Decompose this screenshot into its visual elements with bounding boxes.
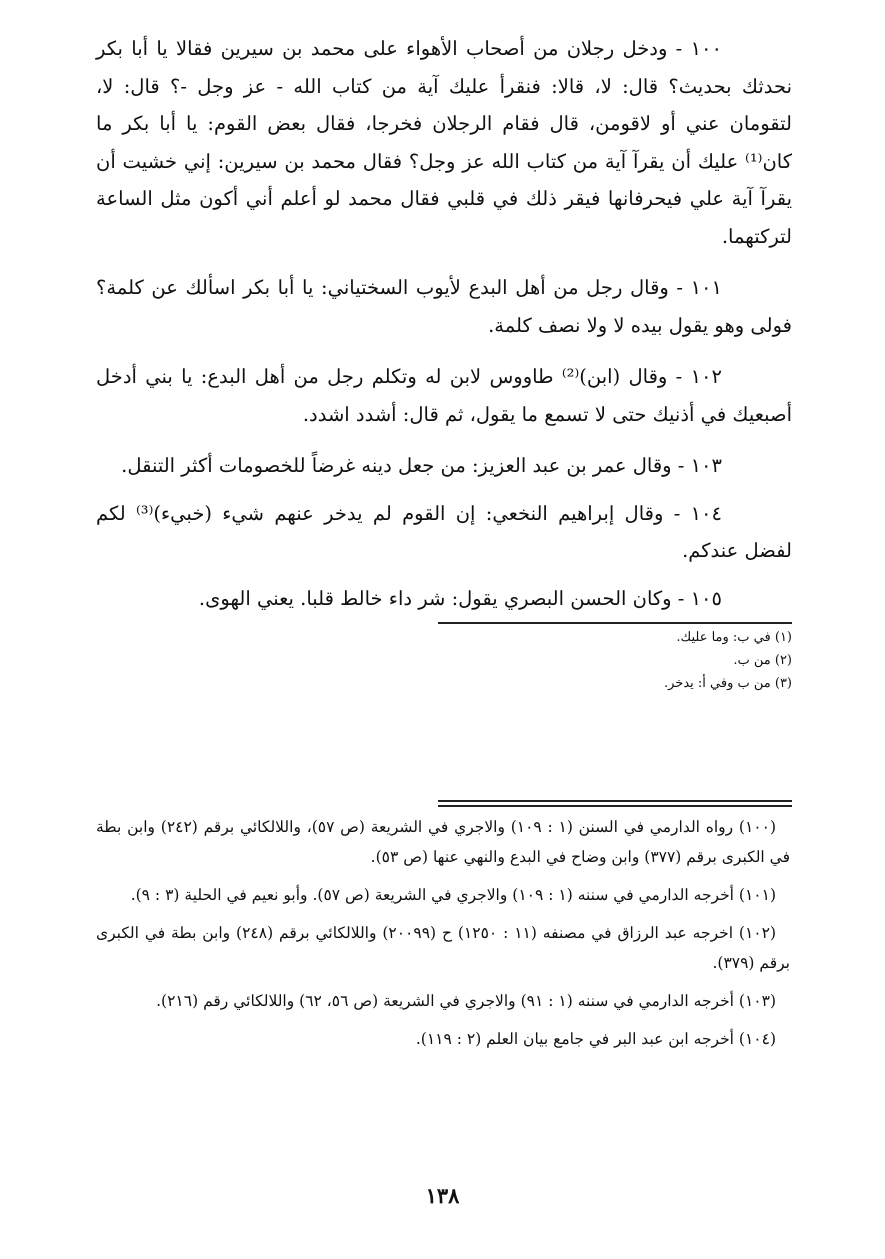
- reference-104: (١٠٤) أخرجه ابن عبد البر في جامع بيان العلم (٢ : ١١٩).: [415, 1030, 776, 1048]
- footnote-1: (١) في ب: وما عليك.: [676, 630, 792, 645]
- references: [96, 812, 790, 1062]
- paragraph-105: ١٠٥ - وكان الحسن البصري يقول: شر داء خالط قلبا. يعني الهوى.: [198, 586, 722, 610]
- footnote-3: (٣) من ب وفي أ: يدخر.: [664, 676, 792, 691]
- paragraph-101: ١٠١ - وقال رجل من أهل البدع لأيوب السختياني: يا أبا بكر اسألك عن كلمة؟ فولى وهو يقول بيده لا ولا نصف كلمة.: [96, 276, 792, 337]
- paragraph-103: ١٠٣ - وقال عمر بن عبد العزيز: من جعل دينه غرضاً للخصومات أكثر التنقل.: [121, 454, 722, 477]
- references-divider-bottom: [438, 805, 792, 807]
- main-text: [96, 30, 792, 631]
- reference-103: (١٠٣) أخرجه الدارمي في سننه (١ : ٩١) والاجري في الشريعة (ص ٥٦، ٦٢) واللالكائي رقم (٢١٦).: [156, 992, 776, 1010]
- references-divider-top: [438, 800, 792, 802]
- reference-102: (١٠٢) اخرجه عبد الرزاق في مصنفه (١١ : ١٢٥٠) ح (٢٠٠٩٩) واللالكائي برقم (٢٤٨) وابن بطة في الكبرى برقم (٣٧٩).: [96, 924, 790, 972]
- footnote-divider: [438, 622, 792, 624]
- paragraph-104: ١٠٤ - وقال إبراهيم النخعي: إن القوم لم يدخر عنهم شيء (خبيء)⁽³⁾ لكم لفضل عندكم.: [96, 501, 792, 562]
- footnote-2: (٢) من ب.: [733, 653, 792, 668]
- footnotes: [438, 626, 792, 695]
- reference-100: (١٠٠) رواه الدارمي في السنن (١ : ١٠٩) والاجري في الشريعة (ص ٥٧)، واللالكائي برقم (٢٤٢) وابن بطة في الكبرى برقم (٣٧٧) وابن وضاح في البدع والنهي عنها (ص ٥٣).: [96, 818, 790, 866]
- paragraph-102: ١٠٢ - وقال (ابن)⁽²⁾ طاووس لابن له وتكلم رجل من أهل البدع: يا بني أدخل أصبعيك في أذنيك حتى لا تسمع ما يقول، ثم قال: أشدد اشدد.: [96, 365, 792, 426]
- reference-101: (١٠١) أخرجه الدارمي في سننه (١ : ١٠٩) والاجري في الشريعة (ص ٥٧). وأبو نعيم في الحلية (٣ : ٩).: [130, 886, 776, 904]
- page-number: ١٣٨: [425, 1183, 460, 1208]
- paragraph-100: ١٠٠ - ودخل رجلان من أصحاب الأهواء على محمد بن سيرين فقالا يا أبا بكر نحدثك بحديث؟ قال: لا، قالا: فنقرأ عليك آية من كتاب الله - عز وجل -؟ قال: لا، لتقومان عني أو لاقومن، قال فقام الرجلان فخرجا، فقال بعض القوم: يا أبا بكر ما كان⁽¹⁾ عليك أن يقرآ آية من كتاب الله عز وجل؟ فقال محمد بن سيرين: إني خشيت أن يقرآ آية علي فيحرفانها فيقر ذلك في قلبي فقال محمد لو أعلم أني أكون مثل الساعة لتركتهما.: [96, 37, 792, 248]
